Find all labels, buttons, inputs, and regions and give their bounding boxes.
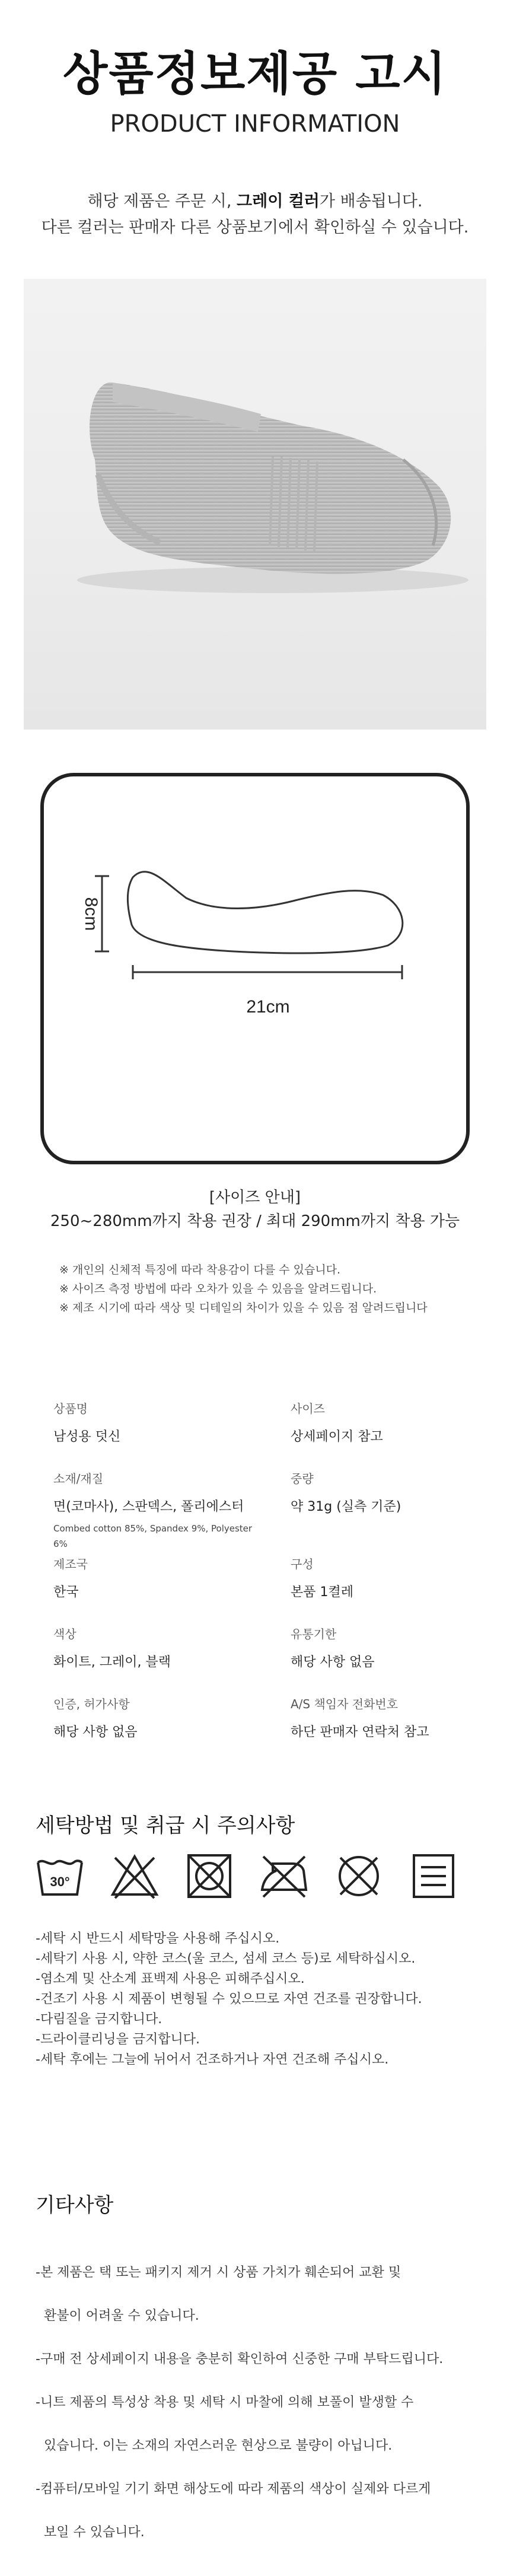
no-tumble-dry-icon [184,1851,235,1902]
spec-label: 상품명 [53,1402,88,1416]
spec-label: 유통기한 [291,1627,337,1641]
spec-label: A/S 책임자 전화번호 [291,1697,399,1711]
spec-value: 면(코마사), 스판덱스, 폴리에스터 [53,1499,244,1514]
height-label: 8cm [81,897,101,931]
care-list [36,1929,486,2070]
wash-30-icon [34,1851,85,1902]
color-notice [0,189,510,241]
spec-label: 구성 [291,1557,314,1571]
no-iron-icon [259,1851,310,1902]
spec-product-name [53,1400,255,1447]
spec-label: 인증, 허가사항 [53,1697,130,1711]
spec-subvalue: Combed cotton 85%, Spandex 9%, Polyester 6% [53,1523,253,1549]
etc-item: 보일 수 있습니다. [36,2525,145,2540]
spec-material [53,1470,255,1552]
size-guide [0,1186,510,1234]
sock-photo-gray [24,279,486,730]
notice-line-1 [0,189,510,215]
etc-title: 기타사항 [36,2193,114,2217]
spec-label: 색상 [53,1627,76,1641]
care-item: -드라이클리닝을 금지합니다. [36,2032,200,2047]
notice-text: 가 배송됩니다. [319,192,423,211]
page-subtitle: PRODUCT INFORMATION [110,110,400,138]
dry-flat-icon [408,1851,459,1902]
spec-color [53,1625,255,1673]
spec-label: 사이즈 [291,1402,325,1416]
note-item: ※ 사이즈 측정 방법에 따라 오차가 있을 수 있음을 알려드립니다. [59,1282,377,1295]
notice-color-highlight: 그레이 컬러 [237,192,320,211]
spec-value: 해당 사항 없음 [291,1655,375,1670]
spec-weight [291,1470,492,1517]
spec-label: 중량 [291,1472,314,1486]
spec-label: 소재/재질 [53,1472,104,1486]
no-bleach-icon [109,1851,160,1902]
etc-item: 있습니다. 이는 소재의 자연스러운 현상으로 불량이 아닙니다. [36,2438,393,2453]
wash-temp: 30° [50,1874,70,1889]
notice-line-2: 다른 컬러는 판매자 다른 상품보기에서 확인하실 수 있습니다. [41,218,469,237]
etc-item: 환불이 어려울 수 있습니다. [36,2308,199,2323]
etc-list [36,2240,474,2554]
size-guide-title: [사이즈 안내] [209,1189,301,1206]
page-title: 상품정보제공 고시 [63,47,447,101]
care-item: -건조기 사용 시 제품이 변형될 수 있으므로 자연 건조를 권장합니다. [36,1992,422,2007]
etc-item: -니트 제품의 특성상 착용 및 세탁 시 마찰에 의해 보풀이 발생할 수 [36,2395,414,2410]
care-item: -세탁기 사용 시, 약한 코스(울 코스, 섬세 코스 등)로 세탁하십시오. [36,1951,416,1966]
no-dry-clean-icon [333,1851,384,1902]
note-item: ※ 제조 시기에 따라 색상 및 디테일의 차이가 있을 수 있음 점 알려드립니다 [59,1301,428,1314]
spec-value: 약 31g (실측 기준) [291,1499,401,1514]
product-photo [24,279,486,730]
spec-size [291,1400,492,1447]
notice-text: 해당 제품은 주문 시, [87,192,237,211]
care-item: -염소계 및 산소계 표백제 사용은 피해주십시오. [36,1972,305,1986]
spec-as-phone [291,1695,492,1743]
care-item: -세탁 시 반드시 세탁망을 사용해 주십시오. [36,1931,280,1946]
spec-value: 화이트, 그레이, 블랙 [53,1655,171,1670]
spec-certification [53,1695,255,1743]
care-icons [34,1851,473,1904]
note-item: ※ 개인의 신체적 특징에 따라 착용감이 다를 수 있습니다. [59,1263,341,1276]
spec-value: 남성용 덧신 [53,1429,121,1444]
etc-item: -구매 전 상세페이지 내용을 충분히 확인하여 신중한 구매 부탁드립니다. [36,2352,444,2367]
spec-origin [53,1555,255,1603]
spec-value: 본품 1켤레 [291,1585,353,1600]
size-guide-range: 250~280mm까지 착용 권장 / 최대 290mm까지 착용 가능 [50,1212,460,1230]
width-label: 21cm [246,997,290,1017]
size-notes [59,1260,486,1317]
size-diagram [40,773,470,1164]
spec-expiry [291,1625,492,1673]
spec-value: 상세페이지 참고 [291,1429,383,1444]
etc-item: -컴퓨터/모바일 기기 화면 해상도에 따라 제품의 색상이 실제와 다르게 [36,2482,431,2497]
spec-table [53,1400,504,1756]
spec-value: 한국 [53,1585,79,1600]
care-item: -다림질을 금지합니다. [36,2012,162,2027]
spec-value: 해당 사항 없음 [53,1725,138,1740]
care-item: -세탁 후에는 그늘에 뉘어서 건조하거나 자연 건조해 주십시오. [36,2052,389,2067]
spec-value: 하단 판매자 연락처 참고 [291,1725,429,1740]
care-title: 세탁방법 및 취급 시 주의사항 [36,1814,295,1838]
spec-composition [291,1555,492,1603]
sock-outline-diagram [44,776,466,1161]
spec-label: 제조국 [53,1557,88,1571]
etc-item: -본 제품은 택 또는 패키지 제거 시 상품 가치가 훼손되어 교환 및 [36,2265,401,2280]
